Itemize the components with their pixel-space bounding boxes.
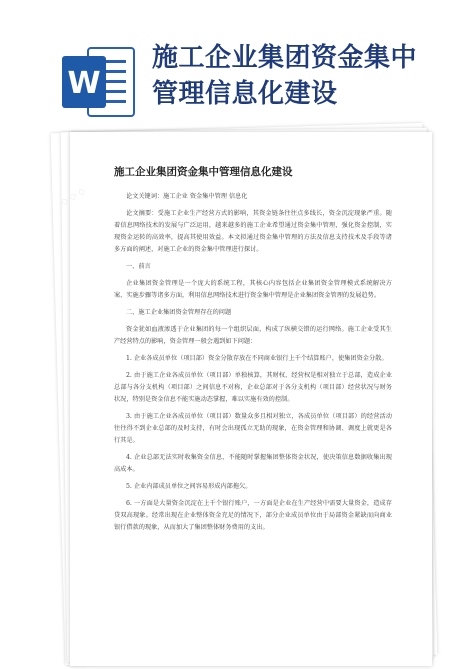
document-content (114, 164, 392, 539)
banner-title-line2: 管理信息化建设 (152, 79, 338, 109)
document-page (59, 132, 432, 666)
section-heading-2: 二、施工企业集团资金管理存在的问题 (126, 309, 232, 316)
abstract-paragraph: 论文摘要：受施工企业生产经营方式的影响，其资金链条往往点多线长，资金沉淀现象严重。随着信息网络技术的发展与广泛运用，越来越多的施工企业希望通过资金集中管理，强化资金控制，实现资金运转的高效率，提高其使用效益。本文拟通过资金集中管理的方法及信息支持技术及手段等诸多方面的阐述，对施工企业的资金集中管理进行探讨。 (114, 210, 392, 253)
list-item: 2. 由于施工企业各成员单位（项目部）单独核算，其财权、经营权是相对独立于总部，造成企业总部与各分支机构（项目部）之间信息不对称，企业总部对于各分支机构（项目部）经营状况与财务状况，特别是资金信息不能实施动态掌握，难以实施有效的控制。 (114, 372, 392, 403)
list-item: 3. 由于施工企业各成员单位（项目部）数量众多且相对独立，各成员单位（项目部）的经营活动往往得不到企业总部的及时支持，有时会出现孤立无助的现象，在资金管理和协调、调度上就更是各行其是。 (114, 413, 392, 444)
document-title: 施工企业集团资金集中管理信息化建设 (114, 166, 293, 178)
section-heading-1: 一、前言 (126, 263, 151, 270)
list-item: 5. 企业内部成员单位之间容易形成内部拖欠。 (126, 483, 252, 490)
section-1-body: 企业集团资金管理是一个庞大的系统工程，其核心内容包括企业集团资金管理模式系统解决方案、实施步骤等诸多方面，利用信息网络技术进行资金集中管理是企业集团资金管理的发展趋势。 (114, 280, 392, 299)
svg-text:W: W (67, 66, 101, 101)
section-2-intro: 资金犹如血液渗透于企业集团的每一个组织层面，构成了纵横交错的运行网络。施工企业受其生产经营特点的影响，资金管理一般会遇到如下问题： (114, 326, 392, 345)
banner-title-line1: 施工企业集团资金集中 (152, 43, 418, 73)
list-item: 1. 企业各成员单位（项目部）资金分散存放在不同商业银行上千个结算账户，使集团资金分散。 (126, 355, 388, 362)
list-item: 6. 一方面是大量资金沉淀在上千个银行账户，一方面是企业在生产经营中需要大量资金，造成存贷双高现象。经常出现在企业整体资金充足的情况下，部分企业成员单位由于局部资金紧缺而向商业银行借款的现象，从而加大了集团整体财务费用的支出。 (114, 500, 392, 531)
keywords-line: 论文关键词：施工企业 资金集中管理 信息化 (126, 193, 248, 200)
banner-title (152, 40, 417, 112)
word-document-icon (58, 40, 142, 124)
list-item: 4. 企业总部无法实时收集资金信息，不能随时掌握集团整体资金状况，使决策信息数据收集出现高成本。 (114, 454, 392, 473)
watermark: ◇ ◇ ◇ (59, 186, 88, 208)
